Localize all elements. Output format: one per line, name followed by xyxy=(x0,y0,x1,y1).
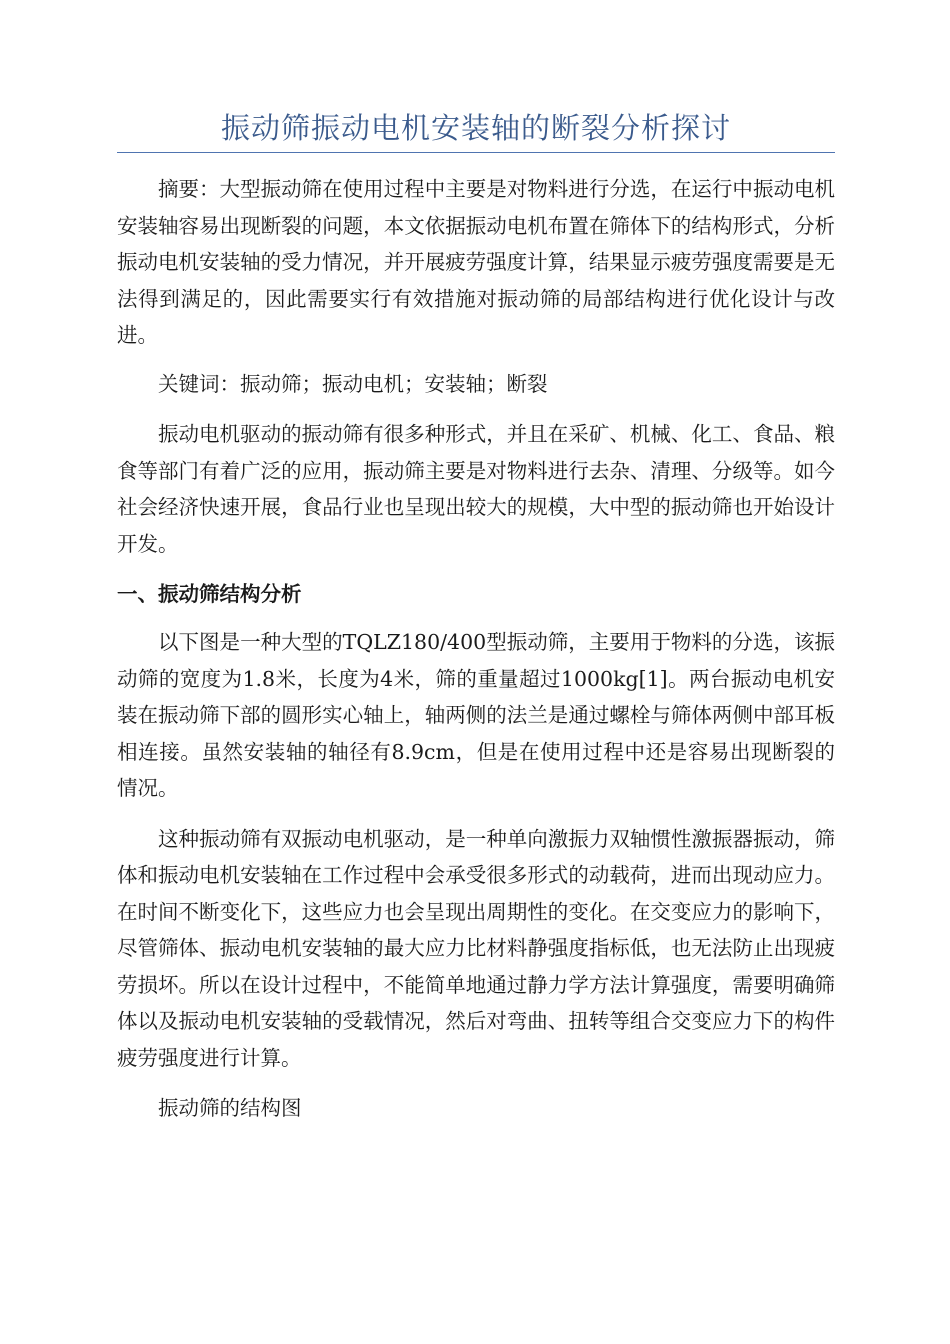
body-paragraph: 这种振动筛有双振动电机驱动，是一种单向激振力双轴惯性激振器振动，筛体和振动电机安装轴在工作过程中会承受很多形式的动载荷，进而出现动应力。在时间不断变化下，这些应力也会呈现出周期性的变化。在交变应力的影响下，尽管筛体、振动电机安装轴的最大应力比材料静强度指标低，也无法防止出现疲劳损坏。所以在设计过程中，不能简单地通过静力学方法计算强度，需要明确筛体以及振动电机安装轴的受载情况，然后对弯曲、扭转等组合交变应力下的构件疲劳强度进行计算。 xyxy=(117,826,835,1070)
intro-paragraph: 振动电机驱动的振动筛有很多种形式，并且在采矿、机械、化工、食品、粮食等部门有着广泛的应用，振动筛主要是对物料进行去杂、清理、分级等。如今社会经济快速开展，食品行业也呈现出较大的规模，大中型的振动筛也开始设计开发。 xyxy=(117,422,835,556)
figure-caption: 振动筛的结构图 xyxy=(158,1096,302,1120)
abstract-paragraph: 摘要：大型振动筛在使用过程中主要是对物料进行分选，在运行中振动电机安装轴容易出现断裂的问题，本文依据振动电机布置在筛体下的结构形式，分析振动电机安装轴的受力情况，并开展疲劳强度计算，结果显示疲劳强度需要是无法得到满足的，因此需要实行有效措施对振动筛的局部结构进行优化设计与改进。 xyxy=(117,177,835,347)
keywords-paragraph: 关键词：振动筛；振动电机；安装轴；断裂 xyxy=(158,371,548,396)
section-heading: 一、振动筛结构分析 xyxy=(117,582,302,606)
document-page xyxy=(117,108,835,1127)
body-paragraph: 以下图是一种大型的TQLZ180/400型振动筛，主要用于物料的分选，该振动筛的宽度为1.8米，长度为4米，筛的重量超过1000kg[1]。两台振动电机安装在振动筛下部的圆形实心轴上，轴两侧的法兰是通过螺栓与筛体两侧中部耳板相连接。虽然安装轴的轴径有8.9cm，但是在使用过程中还是容易出现断裂的情况。 xyxy=(117,630,835,800)
document-title: 振动筛振动电机安装轴的断裂分析探讨 xyxy=(117,108,835,153)
